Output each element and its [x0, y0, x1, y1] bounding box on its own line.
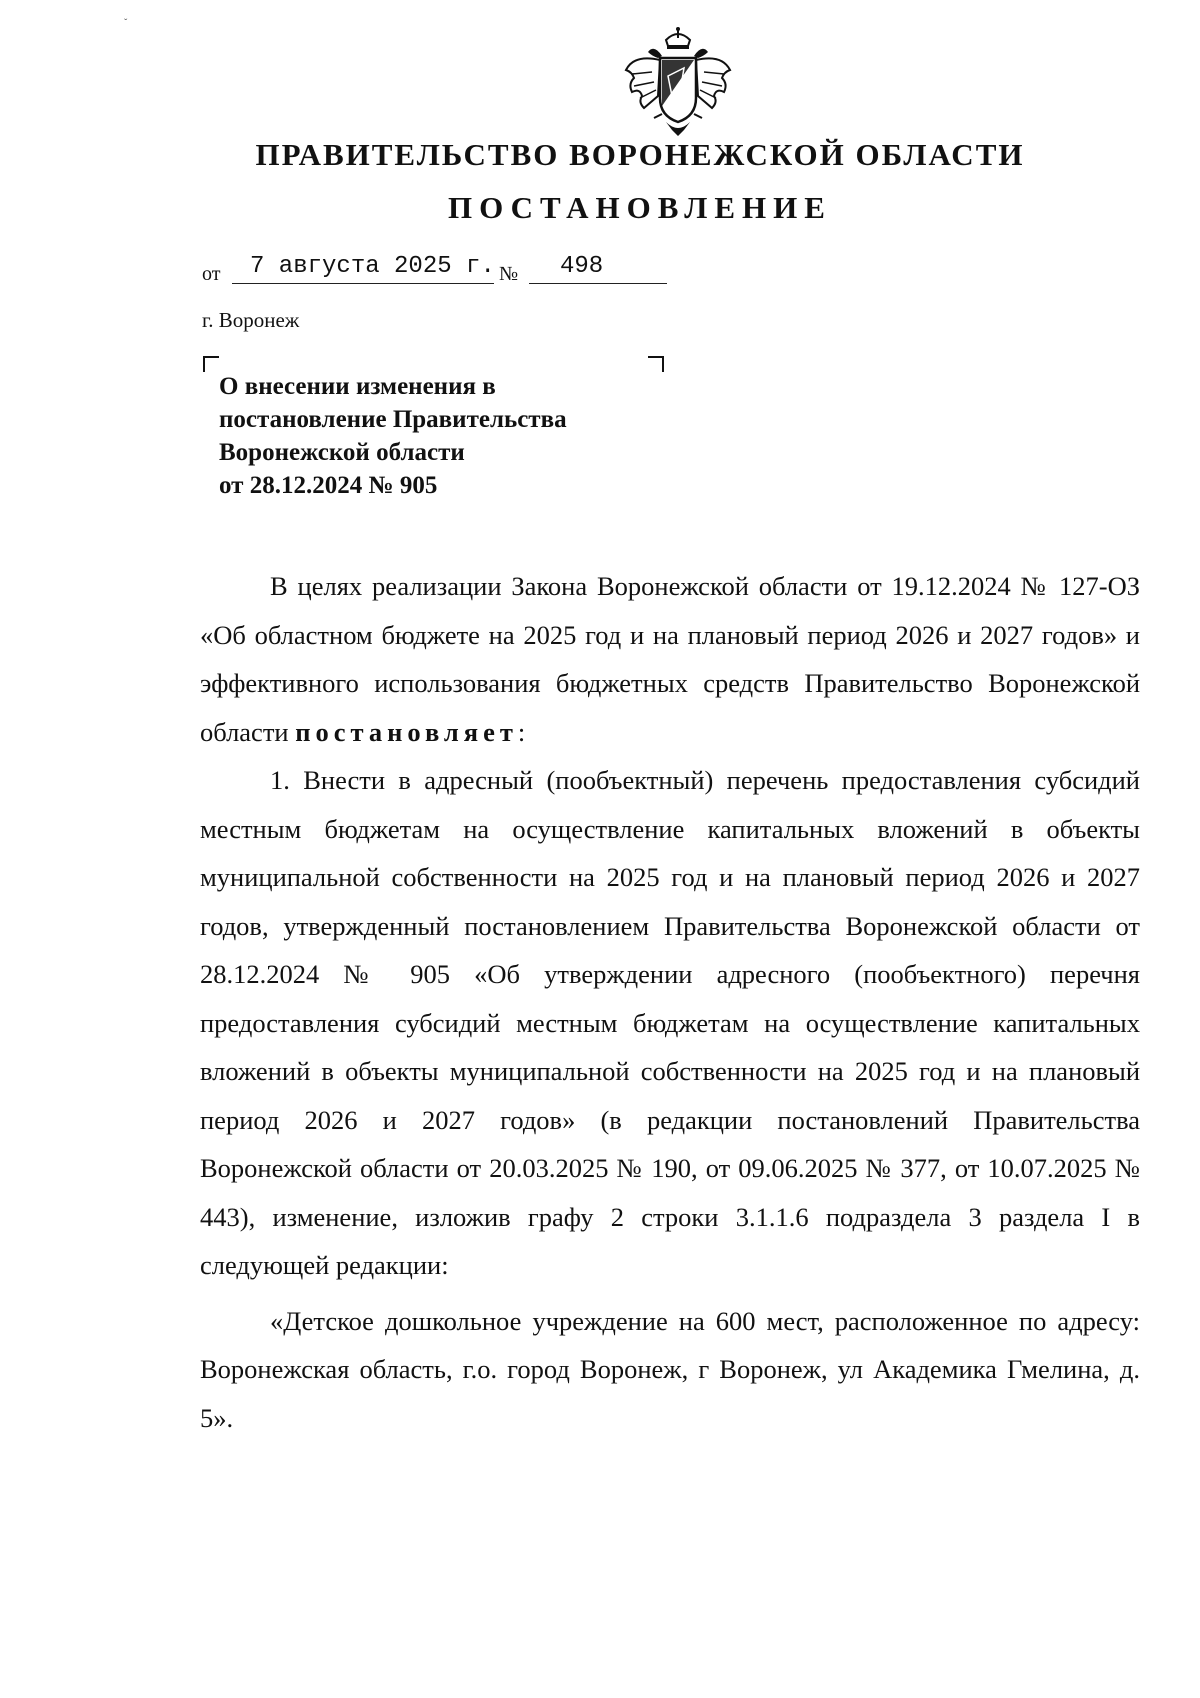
document-requisites — [202, 250, 702, 290]
subject-line: Воронежской области — [219, 439, 465, 466]
subject-line: от 28.12.2024 № 905 — [219, 472, 438, 499]
subject-line: постановление Правительства — [219, 406, 567, 433]
item-1-paragraph: 1. Внести в адресный (пообъектный) перечень предоставления субсидий местным бюджетам на осуществление капитальных вложений в объекты муниципальной собственности на 2025 год и на плановый период 2026 и 2027 годов, утвержденный постановлением Правительства Воронежской области от 28.12.2024 № 905 «Об утверждении адресного (пообъектного) перечня предоставления субсидий местным бюджетам на осуществление капитальных вложений в объекты муниципальной собственности на 2025 год и на плановый период 2026 и 2027 годов» (в редакции постановлений Правительства Воронежской области от 20.03.2025 № 190, от 09.06.2025 № 377, от 10.07.2025 № 443), изменение, изложив графу 2 строки 3.1.1.6 подраздела 3 раздела I в следующей редакции: — [200, 765, 1140, 1280]
corner-bracket-right-icon — [648, 356, 664, 372]
intro-paragraph — [200, 562, 1140, 756]
government-title: ПРАВИТЕЛЬСТВО ВОРОНЕЖСКОЙ ОБЛАСТИ — [255, 137, 1025, 172]
number-label: № — [499, 263, 519, 285]
document-number: 498 — [560, 253, 604, 280]
quoted-wording-paragraph: «Детское дошкольное учреждение на 600 мест, расположенное по адресу: Воронежская область, г.о. город Воронеж, г Воронеж, ул Академика Гмелина, д. 5». — [200, 1305, 1140, 1433]
scan-artifact: ˇ — [124, 18, 128, 29]
document-city: г. Воронеж — [202, 308, 300, 332]
document-type-title: ПОСТАНОВЛЕНИЕ — [448, 190, 832, 225]
decree-word: постановляет — [295, 716, 518, 747]
document-date: 7 августа 2025 г. — [250, 253, 495, 280]
date-label: от — [202, 263, 221, 285]
decree-colon: : — [517, 716, 526, 747]
corner-bracket-left-icon — [203, 356, 219, 372]
document-body — [200, 562, 1140, 1442]
document-subject — [219, 370, 567, 502]
coat-of-arms-icon — [618, 26, 738, 138]
intro-text: В целях реализации Закона Воронежской области от 19.12.2024 № 127-ОЗ «Об областном бюджете на 2025 год и на плановый период 2026 и 2027 годов» и эффективного использования бюджетных средств Правительство Воронежской области — [200, 571, 1140, 747]
subject-line: О внесении изменения в — [219, 373, 496, 400]
